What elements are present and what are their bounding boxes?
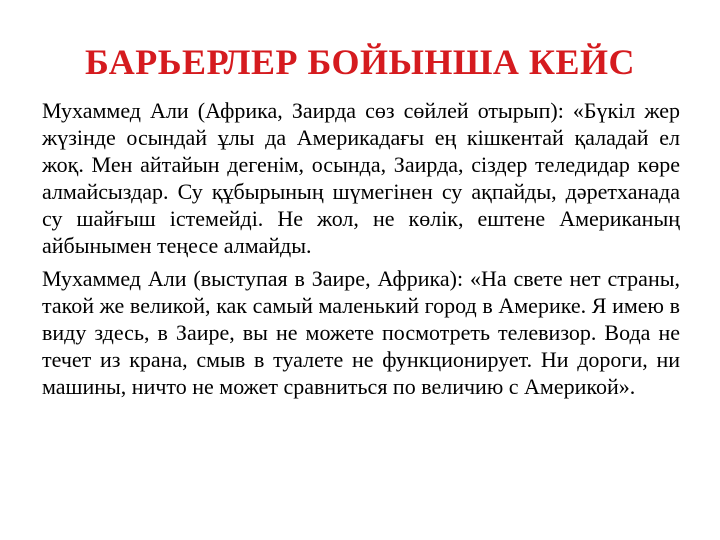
- body-paragraph-russian: Мухаммед Али (выступая в Заире, Африка): «На свете нет страны, такой же великой, как самый маленький город в Америке. Я имею в виду здесь, в Заире, вы не можете посмотреть телевизор. Вода не течет из крана, смыв в туалете не функционирует. Ни дороги, ни машины, ничто не может сравниться по величию с Америкой».: [42, 266, 680, 400]
- body-paragraph-kazakh: Мухаммед Али (Африка, Заирда сөз сөйлей отырып): «Бүкіл жер жүзінде осындай ұлы да Америкадағы ең кішкентай қаладай ел жоқ. Мен айтайын дегенім, осында, Заирда, сіздер теледидар көре алмайсыздар. Су құбырының шүмегінен су ақпайды, дәретханада су шайғыш істемейді. Не жол, не көлік, ештене Американың айбынымен теңесе алмайды.: [42, 98, 680, 259]
- slide-title: БАРЬЕРЛЕР БОЙЫНША КЕЙС: [84, 42, 636, 82]
- slide-body: [42, 97, 680, 400]
